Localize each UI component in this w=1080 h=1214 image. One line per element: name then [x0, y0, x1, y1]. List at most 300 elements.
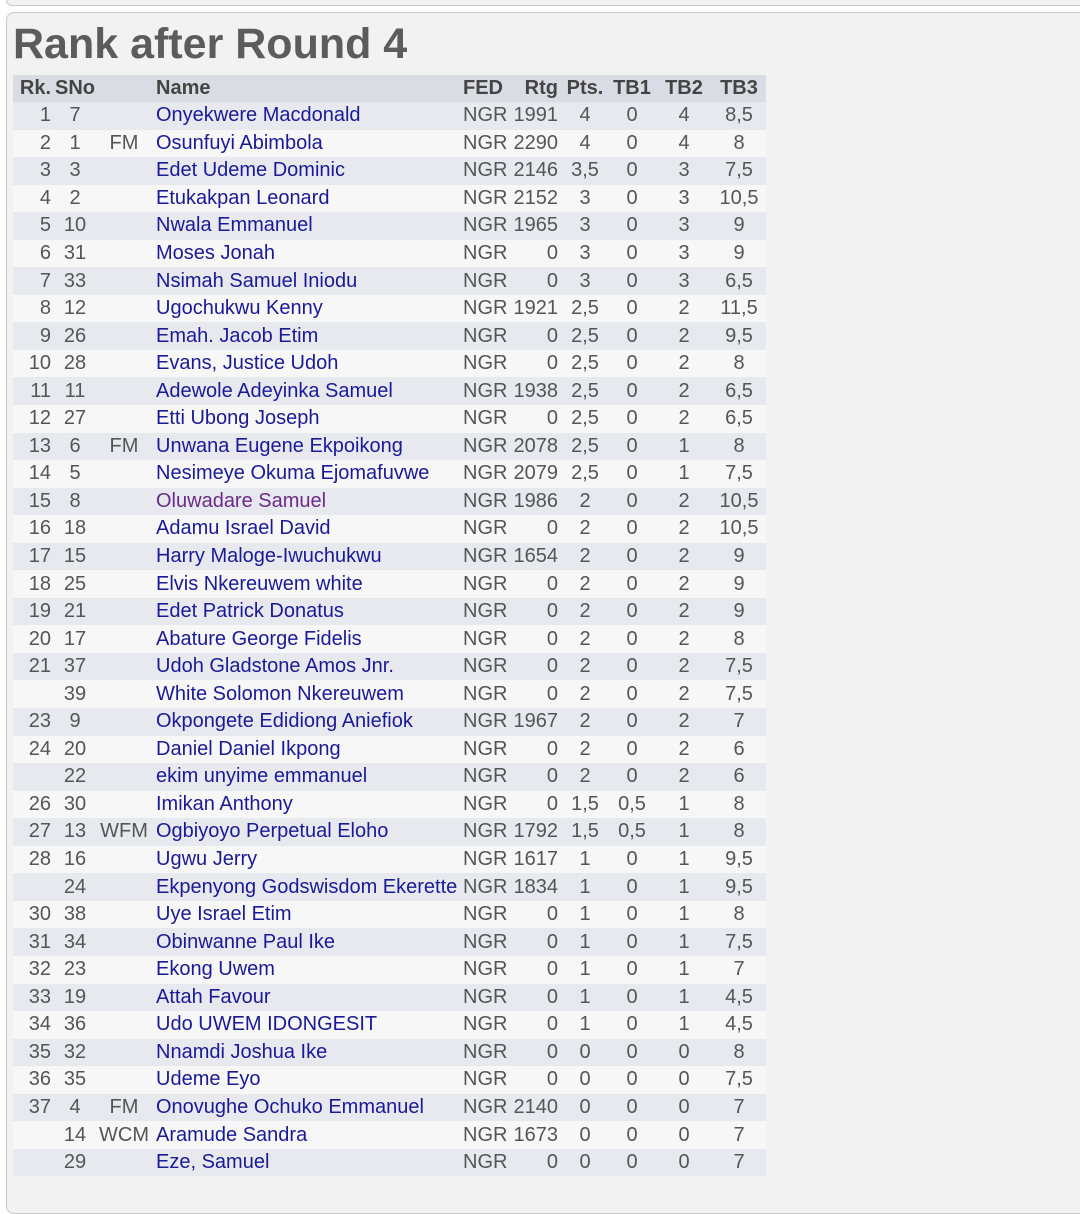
player-name-link[interactable]: Imikan Anthony — [156, 792, 293, 815]
table-row — [13, 295, 766, 323]
cell-tb3: 9 — [712, 598, 766, 626]
cell-rank: 15 — [13, 488, 55, 516]
cell-tb1: 0 — [608, 267, 656, 295]
player-name-link[interactable]: Adamu Israel David — [156, 517, 331, 540]
table-row — [13, 791, 766, 819]
cell-title — [95, 1039, 153, 1067]
cell-start-number: 24 — [55, 873, 95, 901]
player-name-link[interactable]: Obinwanne Paul Ike — [156, 930, 336, 953]
cell-tb3: 9 — [712, 212, 766, 240]
cell-federation: NGR — [460, 157, 510, 185]
cell-rating: 2079 — [510, 460, 562, 488]
cell-federation: NGR — [460, 956, 510, 984]
cell-rank: 34 — [13, 1011, 55, 1039]
cell-rank: 7 — [13, 267, 55, 295]
player-name-link[interactable]: Harry Maloge-Iwuchukwu — [156, 545, 382, 568]
cell-tb2: 0 — [656, 1039, 712, 1067]
cell-points: 0 — [562, 1039, 608, 1067]
table-row — [13, 515, 766, 543]
cell-rank: 1 — [13, 102, 55, 130]
table-row — [13, 708, 766, 736]
cell-points: 0 — [562, 1066, 608, 1094]
cell-rating: 0 — [510, 763, 562, 791]
cell-name — [153, 846, 460, 874]
cell-points: 2 — [562, 653, 608, 681]
cell-rating: 0 — [510, 653, 562, 681]
cell-tb1: 0 — [608, 295, 656, 323]
cell-tb1: 0 — [608, 625, 656, 653]
cell-tb2: 1 — [656, 791, 712, 819]
cell-tb1: 0,5 — [608, 818, 656, 846]
cell-tb3: 9,5 — [712, 322, 766, 350]
cell-rating: 1617 — [510, 846, 562, 874]
cell-tb3: 4,5 — [712, 1011, 766, 1039]
cell-name — [153, 818, 460, 846]
cell-name — [153, 570, 460, 598]
cell-tb3: 8 — [712, 433, 766, 461]
cell-rank: 18 — [13, 570, 55, 598]
cell-federation: NGR — [460, 873, 510, 901]
cell-name — [153, 350, 460, 378]
cell-rating: 0 — [510, 322, 562, 350]
cell-federation: NGR — [460, 1039, 510, 1067]
cell-rank: 30 — [13, 901, 55, 929]
cell-title — [95, 598, 153, 626]
cell-rank — [13, 1149, 55, 1177]
cell-tb2: 2 — [656, 653, 712, 681]
cell-points: 1 — [562, 1011, 608, 1039]
player-name-link[interactable]: Attah Favour — [156, 985, 271, 1008]
cell-name — [153, 1039, 460, 1067]
player-name-link[interactable]: Udeme Eyo — [156, 1068, 261, 1091]
player-name-link[interactable]: Etti Ubong Joseph — [156, 407, 320, 430]
cell-points: 2 — [562, 488, 608, 516]
cell-rank: 33 — [13, 984, 55, 1012]
cell-points: 2 — [562, 515, 608, 543]
cell-federation: NGR — [460, 267, 510, 295]
player-name-link[interactable]: Udoh Gladstone Amos Jnr. — [156, 655, 394, 678]
cell-tb2: 3 — [656, 157, 712, 185]
header-name: Name — [153, 75, 460, 102]
cell-points: 3,5 — [562, 157, 608, 185]
cell-rank: 6 — [13, 240, 55, 268]
player-name-link[interactable]: Edet Udeme Dominic — [156, 159, 345, 182]
cell-name — [153, 736, 460, 764]
cell-rating: 0 — [510, 598, 562, 626]
cell-start-number: 4 — [55, 1094, 95, 1122]
cell-title — [95, 460, 153, 488]
cell-tb1: 0 — [608, 212, 656, 240]
cell-tb3: 7,5 — [712, 157, 766, 185]
cell-name — [153, 598, 460, 626]
cell-rank: 4 — [13, 185, 55, 213]
cell-name — [153, 1094, 460, 1122]
player-name-link[interactable]: Abature George Fidelis — [156, 627, 362, 650]
table-row — [13, 598, 766, 626]
cell-title: FM — [95, 130, 153, 158]
table-row — [13, 1066, 766, 1094]
cell-title: FM — [95, 1094, 153, 1122]
cell-rating: 1654 — [510, 543, 562, 571]
cell-rank: 32 — [13, 956, 55, 984]
cell-rank: 13 — [13, 433, 55, 461]
cell-rank — [13, 873, 55, 901]
table-row — [13, 543, 766, 571]
cell-rating: 0 — [510, 240, 562, 268]
cell-rank: 23 — [13, 708, 55, 736]
cell-rating: 0 — [510, 791, 562, 819]
cell-points: 0 — [562, 1094, 608, 1122]
table-row — [13, 405, 766, 433]
cell-title — [95, 956, 153, 984]
cell-start-number: 11 — [55, 377, 95, 405]
table-row — [13, 1039, 766, 1067]
cell-name — [153, 185, 460, 213]
cell-rating: 2078 — [510, 433, 562, 461]
cell-title: FM — [95, 433, 153, 461]
cell-tb2: 3 — [656, 185, 712, 213]
cell-tb3: 8 — [712, 791, 766, 819]
cell-points: 2 — [562, 736, 608, 764]
cell-tb1: 0 — [608, 1066, 656, 1094]
cell-points: 2,5 — [562, 350, 608, 378]
player-name-link[interactable]: Onyekwere Macdonald — [156, 104, 361, 127]
cell-start-number: 20 — [55, 736, 95, 764]
table-row — [13, 460, 766, 488]
cell-name — [153, 405, 460, 433]
cell-rating: 1921 — [510, 295, 562, 323]
cell-tb2: 3 — [656, 212, 712, 240]
cell-tb3: 7,5 — [712, 653, 766, 681]
cell-tb1: 0 — [608, 570, 656, 598]
cell-tb2: 2 — [656, 488, 712, 516]
cell-tb3: 7,5 — [712, 1066, 766, 1094]
cell-tb3: 4,5 — [712, 984, 766, 1012]
cell-name — [153, 488, 460, 516]
cell-federation: NGR — [460, 515, 510, 543]
cell-tb2: 2 — [656, 405, 712, 433]
cell-rating: 0 — [510, 1066, 562, 1094]
cell-start-number: 35 — [55, 1066, 95, 1094]
cell-start-number: 14 — [55, 1121, 95, 1149]
cell-tb2: 2 — [656, 543, 712, 571]
cell-tb1: 0 — [608, 708, 656, 736]
table-row — [13, 846, 766, 874]
header-rating: Rtg — [510, 75, 562, 102]
header-start-number: SNo — [55, 75, 95, 102]
cell-rating: 2152 — [510, 185, 562, 213]
player-name-link[interactable]: Nnamdi Joshua Ike — [156, 1040, 328, 1063]
cell-points: 1 — [562, 901, 608, 929]
cell-federation: NGR — [460, 405, 510, 433]
cell-federation: NGR — [460, 818, 510, 846]
cell-federation: NGR — [460, 570, 510, 598]
cell-title: WCM — [95, 1121, 153, 1149]
player-name-link[interactable]: Ekpenyong Godswisdom Ekerette — [156, 875, 458, 898]
cell-start-number: 10 — [55, 212, 95, 240]
player-name-link[interactable]: Ekong Uwem — [156, 958, 275, 981]
cell-rating: 0 — [510, 625, 562, 653]
cell-tb2: 1 — [656, 846, 712, 874]
cell-tb2: 0 — [656, 1121, 712, 1149]
table-header-row — [13, 75, 766, 102]
cell-title — [95, 736, 153, 764]
player-name-link[interactable]: Emah. Jacob Etim — [156, 324, 319, 347]
cell-rating: 0 — [510, 736, 562, 764]
cell-federation: NGR — [460, 543, 510, 571]
cell-start-number: 31 — [55, 240, 95, 268]
player-name-link[interactable]: Ogbiyoyo Perpetual Eloho — [156, 820, 389, 843]
table-row — [13, 653, 766, 681]
player-name-link[interactable]: Nesimeye Okuma Ejomafuvwe — [156, 462, 430, 485]
cell-tb1: 0 — [608, 460, 656, 488]
cell-rank: 37 — [13, 1094, 55, 1122]
cell-name — [153, 763, 460, 791]
cell-points: 2 — [562, 708, 608, 736]
player-name-link[interactable]: Evans, Justice Udoh — [156, 352, 339, 375]
cell-tb2: 2 — [656, 295, 712, 323]
cell-tb3: 8 — [712, 901, 766, 929]
cell-tb1: 0 — [608, 928, 656, 956]
cell-tb2: 2 — [656, 625, 712, 653]
cell-points: 1 — [562, 984, 608, 1012]
player-name-link[interactable]: Etukakpan Leonard — [156, 186, 330, 209]
cell-start-number: 39 — [55, 680, 95, 708]
player-name-link[interactable]: Udo UWEM IDONGESIT — [156, 1013, 378, 1036]
cell-federation: NGR — [460, 928, 510, 956]
cell-rating: 1986 — [510, 488, 562, 516]
cell-tb2: 1 — [656, 928, 712, 956]
cell-tb1: 0 — [608, 873, 656, 901]
cell-federation: NGR — [460, 1066, 510, 1094]
cell-start-number: 5 — [55, 460, 95, 488]
cell-rank: 5 — [13, 212, 55, 240]
cell-tb3: 6,5 — [712, 377, 766, 405]
player-name-link[interactable]: Elvis Nkereuwem white — [156, 572, 363, 595]
cell-federation: NGR — [460, 625, 510, 653]
cell-tb3: 11,5 — [712, 295, 766, 323]
cell-title — [95, 901, 153, 929]
cell-federation: NGR — [460, 984, 510, 1012]
cell-title — [95, 157, 153, 185]
player-name-link[interactable]: Unwana Eugene Ekpoikong — [156, 434, 403, 457]
cell-tb2: 0 — [656, 1149, 712, 1177]
cell-title — [95, 625, 153, 653]
player-name-link[interactable]: Daniel Daniel Ikpong — [156, 737, 341, 760]
table-row — [13, 433, 766, 461]
cell-tb2: 1 — [656, 1011, 712, 1039]
cell-federation: NGR — [460, 1011, 510, 1039]
player-name-link[interactable]: White Solomon Nkereuwem — [156, 682, 404, 705]
cell-tb2: 2 — [656, 708, 712, 736]
cell-rating: 0 — [510, 901, 562, 929]
table-row — [13, 185, 766, 213]
table-row — [13, 130, 766, 158]
cell-start-number: 15 — [55, 543, 95, 571]
cell-tb1: 0 — [608, 240, 656, 268]
cell-tb2: 1 — [656, 984, 712, 1012]
cell-rank: 26 — [13, 791, 55, 819]
cell-start-number: 28 — [55, 350, 95, 378]
player-name-link[interactable]: Nsimah Samuel Iniodu — [156, 269, 358, 292]
cell-tb1: 0 — [608, 157, 656, 185]
cell-start-number: 27 — [55, 405, 95, 433]
cell-tb1: 0 — [608, 515, 656, 543]
table-row — [13, 1121, 766, 1149]
cell-federation: NGR — [460, 791, 510, 819]
cell-tb2: 0 — [656, 1094, 712, 1122]
cell-start-number: 18 — [55, 515, 95, 543]
cell-name — [153, 791, 460, 819]
cell-points: 3 — [562, 267, 608, 295]
cell-rank: 8 — [13, 295, 55, 323]
cell-start-number: 19 — [55, 984, 95, 1012]
cell-points: 3 — [562, 185, 608, 213]
cell-tb2: 2 — [656, 322, 712, 350]
cell-name — [153, 1066, 460, 1094]
cell-points: 1 — [562, 928, 608, 956]
cell-tb2: 1 — [656, 956, 712, 984]
player-name-link[interactable]: Edet Patrick Donatus — [156, 600, 344, 623]
cell-rating: 1673 — [510, 1121, 562, 1149]
cell-title: WFM — [95, 818, 153, 846]
cell-title — [95, 653, 153, 681]
cell-rank: 16 — [13, 515, 55, 543]
cell-rating: 1792 — [510, 818, 562, 846]
cell-tb2: 1 — [656, 873, 712, 901]
cell-tb3: 6,5 — [712, 405, 766, 433]
cell-title — [95, 1149, 153, 1177]
cell-federation: NGR — [460, 240, 510, 268]
cell-tb1: 0 — [608, 377, 656, 405]
cell-rating: 0 — [510, 1039, 562, 1067]
cell-points: 4 — [562, 130, 608, 158]
table-row — [13, 1149, 766, 1177]
cell-tb2: 1 — [656, 818, 712, 846]
cell-tb3: 10,5 — [712, 185, 766, 213]
player-name-link[interactable]: Adewole Adeyinka Samuel — [156, 379, 393, 402]
previous-panel-border — [6, 0, 1080, 6]
cell-tb1: 0 — [608, 598, 656, 626]
cell-start-number: 7 — [55, 102, 95, 130]
cell-name — [153, 515, 460, 543]
cell-tb1: 0 — [608, 543, 656, 571]
cell-tb3: 7,5 — [712, 928, 766, 956]
cell-tb2: 2 — [656, 515, 712, 543]
cell-federation: NGR — [460, 846, 510, 874]
cell-name — [153, 1149, 460, 1177]
cell-federation: NGR — [460, 130, 510, 158]
cell-tb2: 2 — [656, 598, 712, 626]
cell-tb3: 9 — [712, 543, 766, 571]
cell-rank: 11 — [13, 377, 55, 405]
cell-rank: 10 — [13, 350, 55, 378]
cell-tb2: 1 — [656, 433, 712, 461]
cell-rating: 1967 — [510, 708, 562, 736]
cell-tb1: 0 — [608, 1039, 656, 1067]
cell-tb3: 8,5 — [712, 102, 766, 130]
cell-federation: NGR — [460, 901, 510, 929]
cell-federation: NGR — [460, 1094, 510, 1122]
cell-tb2: 0 — [656, 1066, 712, 1094]
cell-points: 2,5 — [562, 295, 608, 323]
cell-tb1: 0 — [608, 680, 656, 708]
cell-rank: 3 — [13, 157, 55, 185]
player-name-link[interactable]: Onovughe Ochuko Emmanuel — [156, 1095, 424, 1118]
player-name-link[interactable]: Aramude Sandra — [156, 1123, 308, 1146]
cell-start-number: 6 — [55, 433, 95, 461]
table-row — [13, 956, 766, 984]
cell-name — [153, 460, 460, 488]
cell-title — [95, 102, 153, 130]
cell-title — [95, 680, 153, 708]
cell-rating: 2140 — [510, 1094, 562, 1122]
cell-tb1: 0 — [608, 350, 656, 378]
player-name-link[interactable]: Eze, Samuel — [156, 1151, 270, 1174]
cell-points: 2 — [562, 625, 608, 653]
cell-tb1: 0 — [608, 736, 656, 764]
table-row — [13, 240, 766, 268]
cell-name — [153, 157, 460, 185]
cell-title — [95, 570, 153, 598]
cell-tb3: 6 — [712, 736, 766, 764]
cell-tb1: 0 — [608, 130, 656, 158]
player-name-link[interactable]: Uye Israel Etim — [156, 903, 292, 926]
cell-federation: NGR — [460, 322, 510, 350]
player-name-link[interactable]: ekim unyime emmanuel — [156, 765, 368, 788]
table-row — [13, 570, 766, 598]
header-tb3: TB3 — [712, 75, 766, 102]
cell-tb3: 7,5 — [712, 460, 766, 488]
cell-tb3: 10,5 — [712, 488, 766, 516]
cell-tb3: 9,5 — [712, 846, 766, 874]
cell-rating: 2290 — [510, 130, 562, 158]
cell-tb2: 2 — [656, 763, 712, 791]
player-name-link[interactable]: Nwala Emmanuel — [156, 214, 313, 237]
cell-tb2: 4 — [656, 130, 712, 158]
player-name-link[interactable]: Oluwadare Samuel — [156, 489, 327, 512]
player-name-link[interactable]: Okpongete Edidiong Aniefiok — [156, 710, 413, 733]
player-name-link[interactable]: Ugochukwu Kenny — [156, 297, 323, 320]
cell-tb1: 0 — [608, 763, 656, 791]
cell-federation: NGR — [460, 460, 510, 488]
cell-title — [95, 846, 153, 874]
cell-federation: NGR — [460, 433, 510, 461]
cell-name — [153, 543, 460, 571]
cell-federation: NGR — [460, 212, 510, 240]
cell-points: 1,5 — [562, 791, 608, 819]
cell-rank — [13, 1121, 55, 1149]
cell-name — [153, 625, 460, 653]
cell-name — [153, 240, 460, 268]
cell-points: 2 — [562, 543, 608, 571]
cell-rating: 0 — [510, 1149, 562, 1177]
player-name-link[interactable]: Moses Jonah — [156, 242, 275, 264]
cell-points: 3 — [562, 240, 608, 268]
player-name-link[interactable]: Ugwu Jerry — [156, 848, 258, 871]
cell-rank: 2 — [13, 130, 55, 158]
table-row — [13, 322, 766, 350]
cell-start-number: 12 — [55, 295, 95, 323]
cell-tb3: 6,5 — [712, 267, 766, 295]
cell-name — [153, 680, 460, 708]
table-row — [13, 928, 766, 956]
cell-title — [95, 405, 153, 433]
cell-name — [153, 708, 460, 736]
player-name-link[interactable]: Osunfuyi Abimbola — [156, 131, 323, 154]
cell-tb2: 3 — [656, 267, 712, 295]
cell-federation: NGR — [460, 488, 510, 516]
